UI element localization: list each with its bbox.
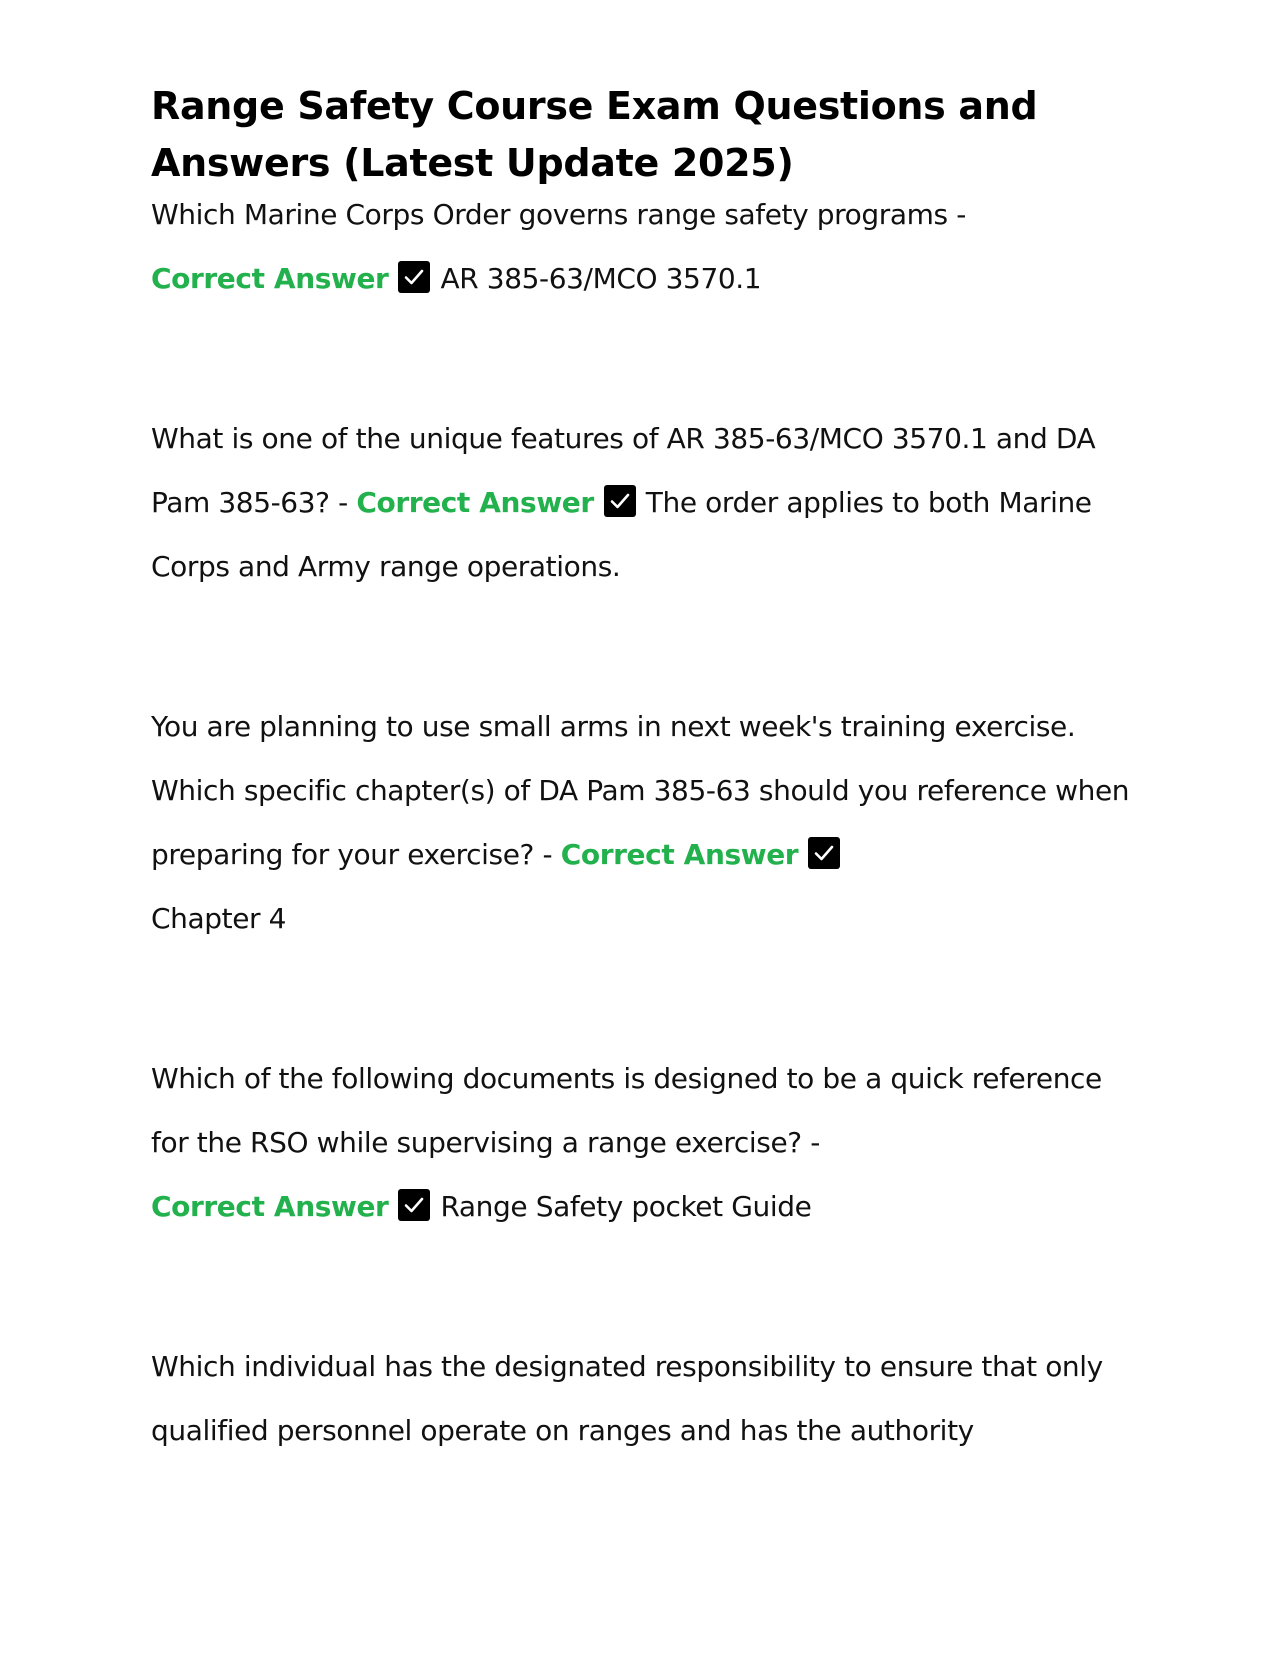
qa-item [151,183,1131,311]
question-text: Which individual has the designated responsibility to ensure that only qualified personnel operate on ranges and has the authority [151,1350,1103,1447]
document-page [151,78,1131,1463]
qa-item [151,407,1131,599]
checkbox-checked-icon [398,261,430,293]
checkbox-checked-icon [604,485,636,517]
correct-answer-label: Correct Answer [151,1190,389,1223]
correct-answer-label: Correct Answer [151,262,389,295]
qa-item [151,695,1131,951]
checkbox-checked-icon [808,837,840,869]
question-text: You are planning to use small arms in next week's training exercise. Which specific chapter(s) of DA Pam 385-63 should you reference when preparing for your exercise? - [151,710,1130,871]
answer-text: The order applies to both Marine Corps and Army range operations. [151,486,1092,583]
correct-answer-label: Correct Answer [356,486,594,519]
qa-item [151,1047,1131,1239]
question-text: What is one of the unique features of AR 385-63/MCO 3570.1 and DA Pam 385-63? - [151,422,1096,519]
question-text: Which of the following documents is designed to be a quick reference for the RSO while supervising a range exercise? - [151,1062,1102,1159]
checkbox-checked-icon [398,1189,430,1221]
correct-answer-label: Correct Answer [560,838,799,871]
qa-item [151,1335,1131,1463]
question-text: Which Marine Corps Order governs range safety programs - [151,198,966,231]
answer-text: AR 385-63/MCO 3570.1 [440,262,762,295]
answer-text: Range Safety pocket Guide [440,1190,812,1223]
document-title: Range Safety Course Exam Questions and Answers (Latest Update 2025) [151,84,1038,185]
answer-text: Chapter 4 [151,902,287,935]
